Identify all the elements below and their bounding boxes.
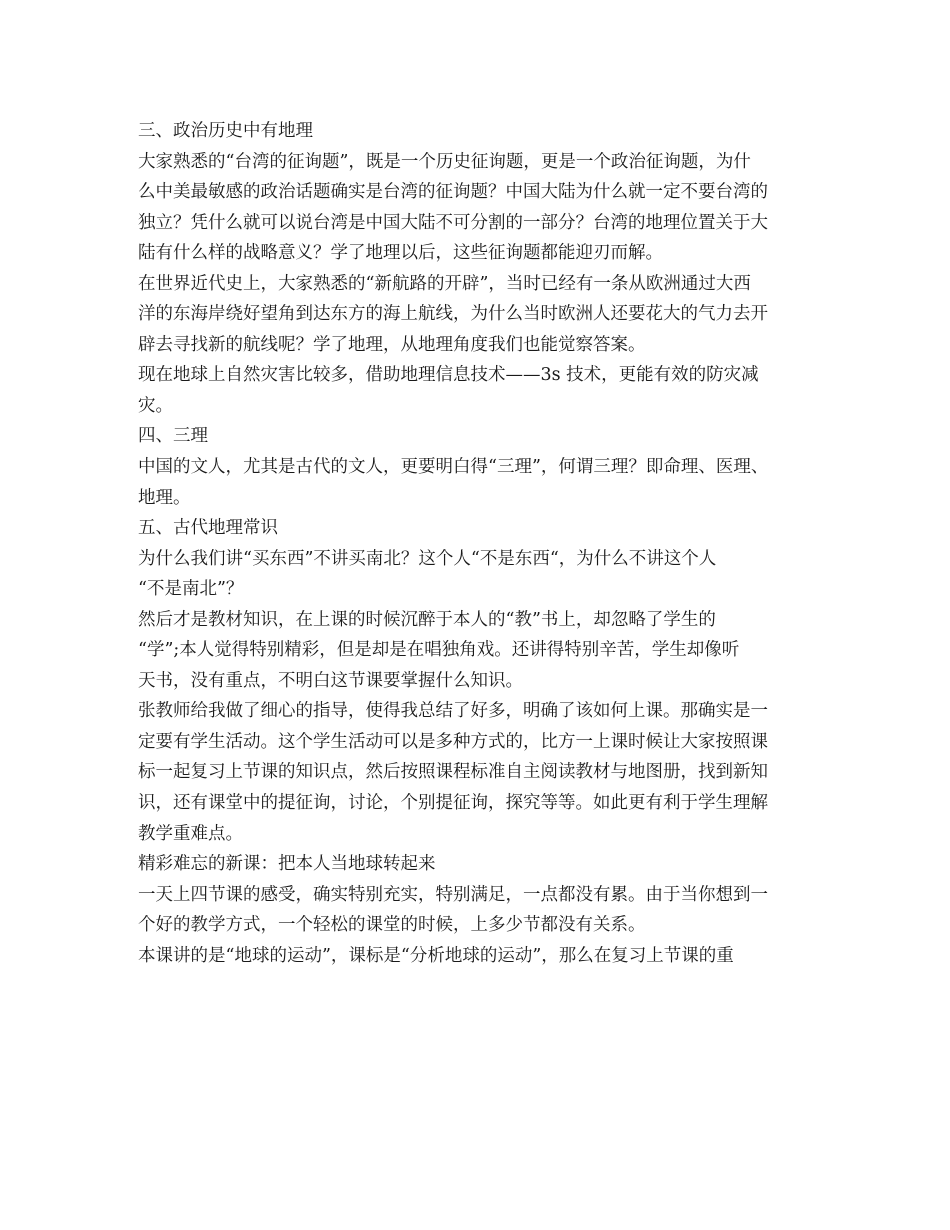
paragraph-line: 中国的文人，尤其是古代的文人，更要明白得“三理”，何谓三理？即命理、医理、 [138,457,769,478]
paragraph-line: 天书，没有重点，不明白这节课要掌握什么知识。 [138,670,523,691]
paragraph-line: 大家熟悉的“台湾的征询题”，既是一个历史征询题，更是一个政治征询题，为什 [138,151,751,172]
paragraph-line: 标一起复习上节课的知识点，然后按照课程标准自主阅读教材与地图册，找到新知 [138,762,768,783]
section-heading-4: 四、三理 [138,426,208,447]
paragraph-line: 个好的教学方式，一个轻松的课堂的时候，上多少节都没有关系。 [138,915,646,936]
paragraph-line: 灾。 [138,395,173,416]
paragraph-line: 然后才是教材知识，在上课的时候沉醉于本人的“教”书上，却忽略了学生的 [138,609,716,630]
paragraph-line: 么中美最敏感的政治话题确实是台湾的征询题？中国大陆为什么就一定不要台湾的 [138,182,768,203]
section-heading-5: 五、古代地理常识 [138,518,278,539]
paragraph-line: 本课讲的是“地球的运动”，课标是“分析地球的运动”，那么在复习上节课的重 [138,945,734,966]
paragraph-line: “学”;本人觉得特别精彩，但是却是在唱独角戏。还讲得特别辛苦，学生却像听 [138,640,740,661]
paragraph-line: 教学重难点。 [138,823,243,844]
paragraph-line: 辟去寻找新的航线呢？学了地理，从地理角度我们也能觉察答案。 [138,334,646,355]
paragraph-line: 独立？凭什么就可以说台湾是中国大陆不可分割的一部分？台湾的地理位置关于大 [138,212,768,233]
section-heading-3: 三、政治历史中有地理 [138,121,313,141]
paragraph-line: 一天上四节课的感受，确实特别充实，特别满足，一点都没有累。由于当你想到一 [138,884,768,905]
paragraph-line: 张教师给我做了细心的指导，使得我总结了好多，明确了该如何上课。那确实是一 [138,701,768,722]
document-body [138,116,818,971]
paragraph-line: 现在地球上自然灾害比较多，借助地理信息技术——3s 技术，更能有效的防灾减 [138,365,759,386]
paragraph-line: 洋的东海岸绕好望角到达东方的海上航线，为什么当时欧洲人还要花大的气力去开 [138,304,768,325]
paragraph-line: 为什么我们讲“买东西”不讲买南北？这个人“不是东西“，为什么不讲这个人 [138,548,717,569]
paragraph-line: 地理。 [138,487,191,508]
paragraph-line: 定要有学生活动。这个学生活动可以是多种方式的，比方一上课时候让大家按照课 [138,731,768,752]
paragraph-line: 在世界近代史上，大家熟悉的“新航路的开辟”，当时已经有一条从欧洲通过大西 [138,273,751,294]
subheading: 精彩难忘的新课：把本人当地球转起来 [138,854,436,875]
paragraph-line: 识，还有课堂中的提征询，讨论，个别提征询，探究等等。如此更有利于学生理解 [138,793,768,814]
paragraph-line: “不是南北”？ [138,579,244,600]
paragraph-line: 陆有什么样的战略意义？学了地理以后，这些征询题都能迎刃而解。 [138,243,663,264]
